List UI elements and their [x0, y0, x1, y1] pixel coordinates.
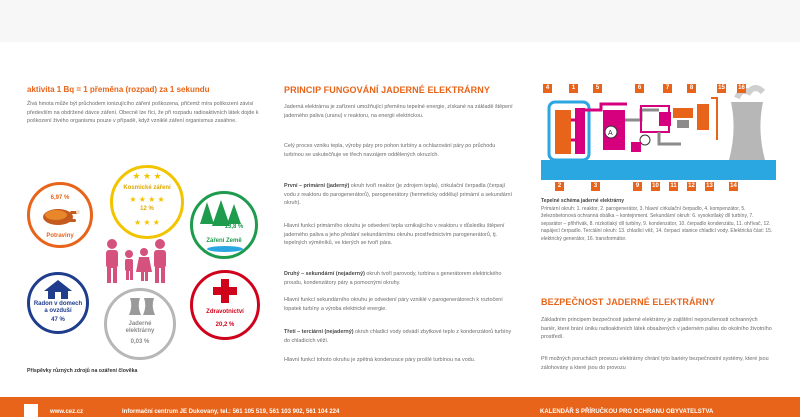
cosmic-label: Kosmické záření [123, 185, 171, 191]
principle-p8: Hlavní funkcí tohoto okruhu je zpětná kondenzace páry prošlé turbínou na vodu. [284, 357, 476, 363]
health-percent: 20,2 % [215, 322, 235, 328]
diagram-number-marker: 5 [593, 84, 602, 93]
tertiary-circuit-text: okruh chladicí vody odvádí zbytkové teplo z kondenzátorů turbíny do chladicích věží. [284, 329, 512, 344]
tertiary-circuit-term: Třetí – terciární (nejaderný) [284, 329, 354, 335]
principle-heading: PRINCIP FUNGOVÁNÍ JADERNÉ ELEKTRÁRNY [284, 85, 490, 95]
principle-p3 [284, 182, 514, 208]
svg-text:A: A [608, 130, 613, 137]
principle-p4: Hlavní funkcí primárního okruhu je odvedení tepla vznikajícího v reaktoru v důsledku štěpení jaderného paliva a jeho předání sekundárnímu okruhu prostřednictvím parogenerátorů, tj. tepelných výměníků, ve kterých se tvoří pára. [284, 223, 505, 247]
diagram-number-marker: 16 [738, 85, 745, 91]
cross-icon [212, 278, 238, 304]
house-icon [43, 279, 73, 299]
footer-right: KALENDÁŘ S PŘÍRUČKOU PRO OCHRANU OBYVATELSTVA [540, 409, 714, 415]
health-circle [190, 270, 260, 340]
diagram-number-marker: 9 [633, 182, 642, 191]
diagram-number-marker: 1 [569, 84, 578, 93]
primary-circuit-term: První – primární (jaderný) [284, 183, 350, 189]
stars-row-icon: ★ ★ ★ ★ [129, 195, 165, 204]
diagram-top-numbers [541, 84, 776, 94]
diagram-number-marker: 3 [591, 182, 600, 191]
food-circle [27, 182, 93, 248]
earth-percent: 13,8 % [224, 224, 244, 230]
earth-circle [190, 191, 258, 259]
food-label: Potraviny [46, 233, 74, 239]
principle-p5 [284, 270, 514, 287]
scheme-text: Primární okruh: 1. reaktor, 2. parogenerátor, 3. hlavní cirkulační čerpadlo, 4. kompenzátor, 5. železobetonová ochranná obálka – kontejnment. Sekundární okruh: 6. vysokotlaký díl turbíny, 7. separátor – přihřívák, 8. nízkotlaký díl turbíny, 9. kondenzátor, 10. čerpadlo kondenzátu, 11. ohřívač, 12. napájecí čerpadlo. Terciální okruh: 13. chladicí věž, 14. čerpací stanice chladicí vody. Elektrická část: 15. elektrický generátor, 16. transformátor. [541, 205, 773, 242]
stars-icon: ★ ★ ★ [132, 171, 162, 181]
sources-caption: Příspěvky různých zdrojů na ozáření člověka [27, 368, 138, 374]
diagram-number-marker: 6 [635, 84, 644, 93]
primary-circuit-text: okruh tvoří reaktor (je zdrojem tepla), cirkulační čerpadla (čerpají vodu z reaktoru do parogenerátorů), parogenerátory (hermeticky oddělují primární a sekundární okruh). [284, 183, 513, 207]
stars-bottom-icon: ★ ★ ★ [134, 218, 160, 227]
diagram-number-marker: 2 [555, 182, 564, 191]
food-percent: 6,97 % [50, 195, 70, 201]
earth-label: Záření Země [206, 238, 242, 244]
cooling-tower-icon [127, 297, 157, 315]
footer-bar [0, 397, 800, 417]
principle-p7 [284, 328, 514, 345]
diagram-number-marker: 13 [706, 183, 713, 189]
scheme-caption [541, 198, 773, 244]
health-label: Zdravotnictví [206, 309, 244, 315]
footer-web: www.cez.cz [50, 409, 84, 415]
secondary-circuit-term: Druhý – sekundární (nejaderný) [284, 271, 365, 277]
diagram-number-marker: 4 [543, 84, 552, 93]
safety-heading: BEZPEČNOST JADERNÉ ELEKTRÁRNY [541, 297, 715, 307]
nuclear-percent: 0,03 % [130, 339, 150, 345]
safety-p2: Při možných poruchách provozu elektrárny chrání tyto bariéry bezpečnostní systémy, které jsou zálohovány a které jsou do provozu [541, 356, 769, 371]
principle-p1: Jaderná elektrárna je zařízení umožňující přeměnu tepelné energie, získané na základě štěpení jaderného paliva (uranu) v reaktoru, na energii elektrickou. [284, 104, 513, 119]
principle-p2: Celý proces vzniku tepla, výroby páry pro pohon turbíny a ochlazování páry po průchodu turbínou se uskutečňuje ve třech navzájem oddělených okruzích. [284, 143, 496, 158]
diagram-number-marker: 11 [670, 183, 677, 189]
water-icon [207, 246, 243, 252]
activity-heading: aktivita 1 Bq = 1 přeměna (rozpad) za 1 sekundu [27, 85, 210, 94]
radon-label: Radon v domech a ovzduší [33, 301, 83, 314]
radon-percent: 47 % [51, 317, 65, 323]
top-band [0, 0, 800, 42]
radon-circle [27, 272, 89, 334]
diagram-number-marker: 8 [687, 84, 696, 93]
nuclear-label: Jaderné elektrárny [125, 321, 155, 334]
family-icon [102, 238, 168, 286]
diagram-number-marker: 7 [663, 84, 672, 93]
diagram-number-marker: 15 [718, 85, 725, 91]
principle-p6: Hlavní funkcí sekundárního okruhu je odvedení páry vzniklé v parogenerátorech k roztočení lopatek turbíny a výroba elektrické energie. [284, 297, 503, 312]
cosmic-percent: 12 % [140, 206, 154, 212]
diagram-number-marker: 12 [688, 183, 695, 189]
diagram-number-marker: 10 [652, 183, 659, 189]
nuclear-circle [104, 288, 176, 360]
cez-logo [24, 404, 38, 417]
footer-info: Informační centrum JE Dukovany, tel.: 561 105 519, 561 103 902, 561 104 224 [122, 409, 340, 415]
chicken-icon [40, 205, 80, 227]
diagram-bottom-numbers [541, 182, 776, 192]
cosmic-circle [110, 165, 184, 239]
diagram-number-marker: 14 [730, 183, 737, 189]
safety-p1: Základním principem bezpečnosti jaderné elektrárny je zajištění neporušenosti ochranných bariér, které brání úniku radioaktivních látek obsažených v jaderném palivu do okolního životního prostředí. [541, 317, 772, 341]
scheme-title: Tepelné schéma jaderné elektrárny [541, 198, 625, 204]
power-plant-diagram [541, 80, 776, 190]
activity-paragraph: Živá hmota může být průchodem ionizujícího záření poškozena, přičemž míra poškození závisí především na obdržené dávce záření. Obecně lze říci, že při rozpadu radioaktivních látek dojde k poškození živého organismu pouze v případě, když vzniklé záření organismus zasáhne. [27, 101, 259, 125]
secondary-circuit-text: okruh tvoří parovody, turbína s generátorem elektrického proudu, kondenzátory páry a pomocnými okruhy. [284, 271, 502, 286]
